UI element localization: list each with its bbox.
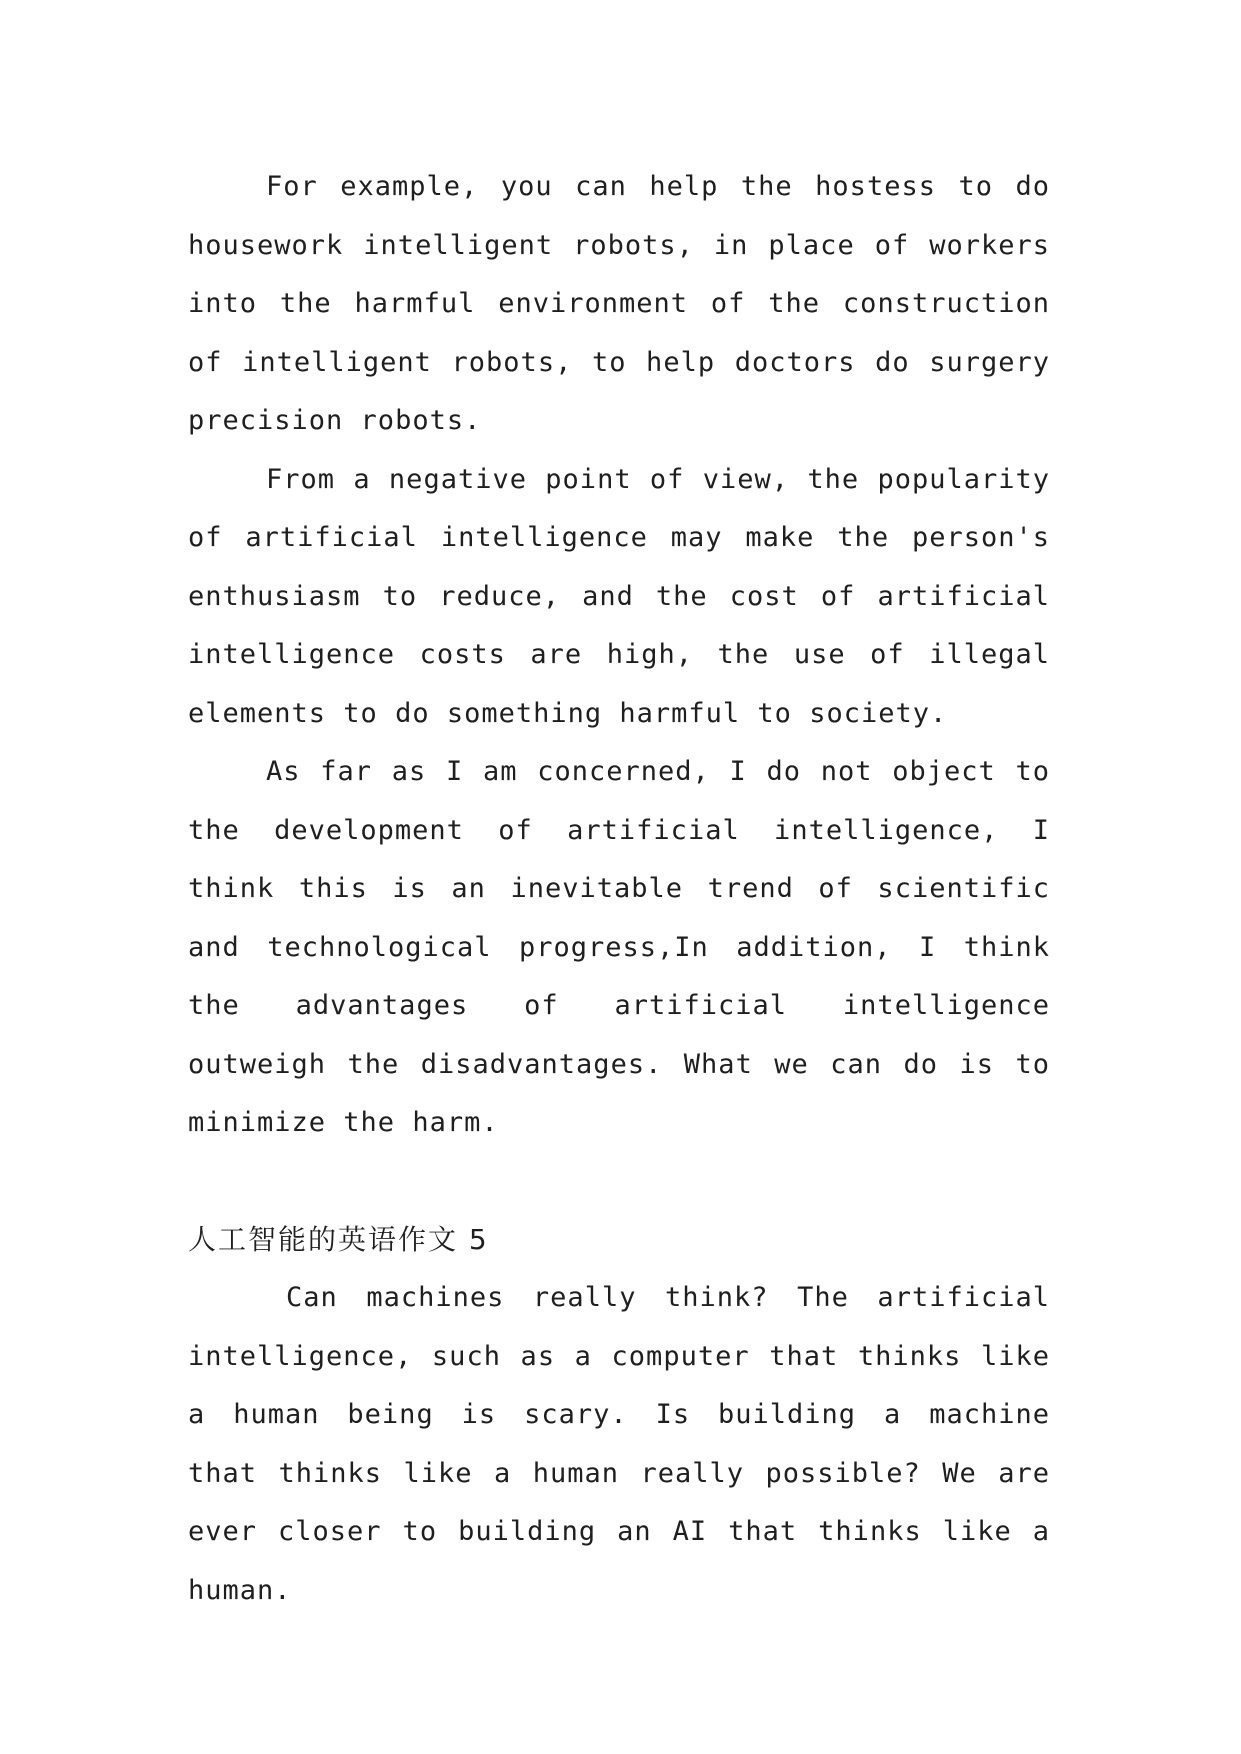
paragraph-personal-opinion: As far as I am concerned, I do not object to the development of artificial intelligence, I think this is an inevitable trend of scientific and technological progress,In addition, I think the advantages of artificial intelligence outweigh the disadvantages. What we can do is to minimize the harm. (188, 756, 1050, 1138)
paragraph-negative-view: From a negative point of view, the popularity of artificial intelligence may make the person's enthusiasm to reduce, and the cost of artificial intelligence costs are high, the use of illegal elements to do something harmful to society. (188, 463, 1050, 729)
section-heading: 人工智能的英语作文 5 (188, 1222, 489, 1256)
paragraph-can-machines-think: Can machines really think? The artificial intelligence, such as a computer that thinks like a human being is scary. Is building a machine that thinks like a human really possible? We are ever closer to building an AI that thinks like a human. (188, 1282, 1050, 1606)
document-body (188, 158, 1050, 1620)
paragraph-examples: For example, you can help the hostess to do housework intelligent robots, in place of workers into the harmful environment of the construction of intelligent robots, to help doctors do surgery precision robots. (188, 171, 1050, 436)
